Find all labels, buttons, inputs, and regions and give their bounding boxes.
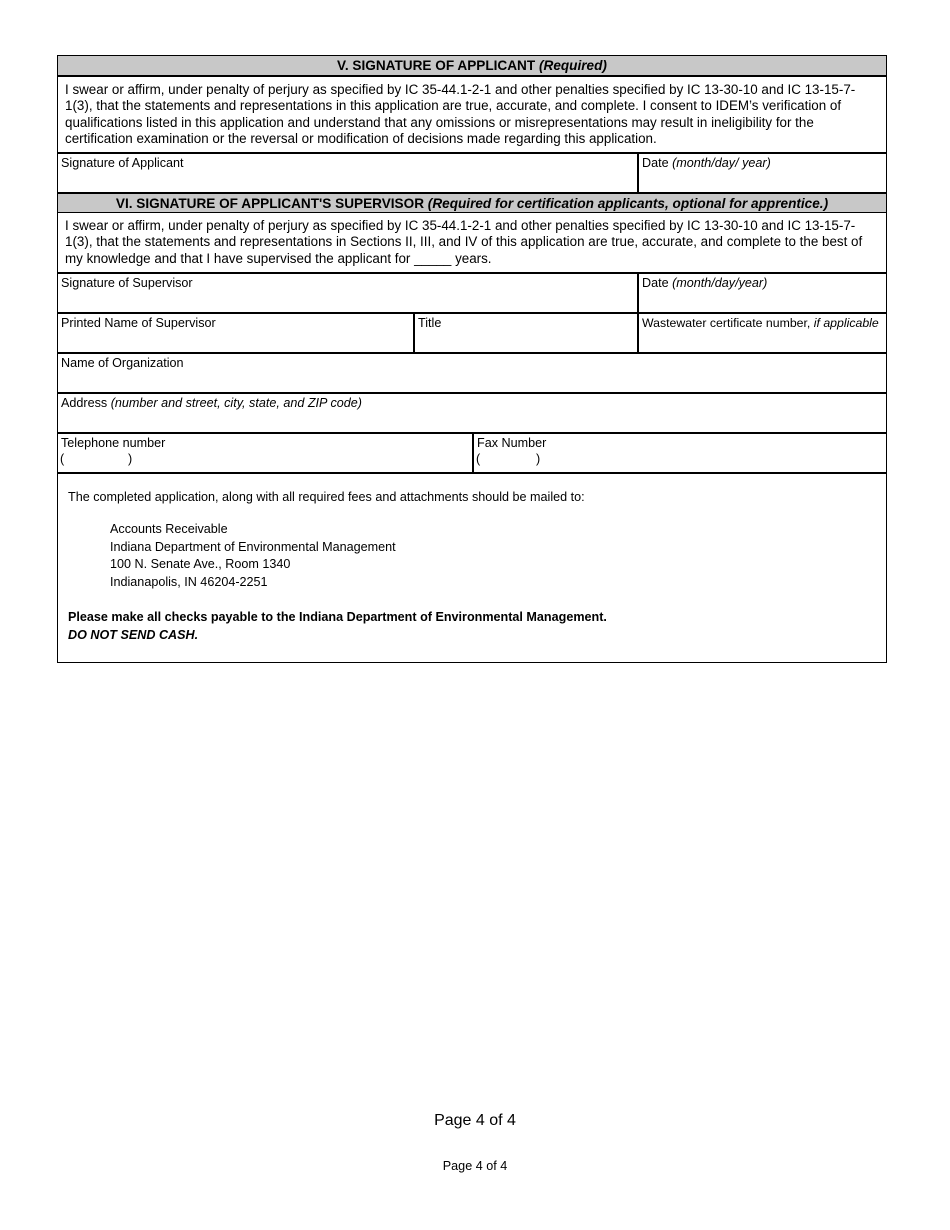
- organization-row: [58, 354, 886, 394]
- printed-name-label: Printed Name of Supervisor: [61, 316, 216, 331]
- page-number-small: Page 4 of 4: [442, 1159, 508, 1173]
- supervisor-date-field[interactable]: [637, 274, 886, 312]
- application-form: [57, 55, 887, 663]
- fax-area-code: [476, 452, 541, 467]
- section-6-header: [58, 194, 886, 213]
- section-6-statement: I swear or affirm, under penalty of perjury as specified by IC 35-44.1-2-1 and other penalties specified by IC 13-30-10 and IC 13-15-7-1(3), that the statements and representations in Sections II, III, and IV of this application are true, accurate, and complete to the best of my knowledge and that I have supervised the applicant for _____ years.: [58, 213, 886, 274]
- section-5-title-note: (Required): [538, 58, 607, 73]
- telephone-field[interactable]: [58, 434, 472, 472]
- section-6-title-note: (Required for certification applicants, optional for apprentice.): [427, 196, 829, 212]
- organization-label: Name of Organization: [61, 356, 184, 371]
- mailing-address: [110, 521, 876, 591]
- mailing-intro: The completed application, along with all required fees and attachments should be mailed to:: [68, 490, 585, 505]
- fax-paren-open: (: [476, 452, 481, 467]
- applicant-date-label: Date: [642, 156, 669, 171]
- section-6-title: VI. SIGNATURE OF APPLICANT'S SUPERVISOR: [115, 196, 425, 212]
- applicant-date-format: (month/day/ year): [672, 156, 771, 171]
- mailing-address-line: 100 N. Senate Ave., Room 1340: [110, 557, 291, 572]
- mailing-instructions: [58, 474, 886, 662]
- supervisor-signature-row: [58, 274, 886, 314]
- certificate-number-field[interactable]: [637, 314, 886, 352]
- applicant-date-field[interactable]: [637, 154, 886, 192]
- supervisor-signature-label: Signature of Supervisor: [61, 276, 193, 291]
- section-5-title: V. SIGNATURE OF APPLICANT: [337, 58, 536, 73]
- page-number-large: Page 4 of 4: [434, 1112, 516, 1129]
- certificate-number-label: Wastewater certificate number,: [642, 316, 811, 331]
- mailing-address-line: Indianapolis, IN 46204-2251: [110, 574, 268, 589]
- title-field[interactable]: [413, 314, 637, 352]
- address-note: (number and street, city, state, and ZIP code): [110, 396, 362, 411]
- supervisor-name-row: [58, 314, 886, 354]
- organization-field[interactable]: [58, 354, 886, 392]
- telephone-area-code: [60, 452, 133, 467]
- applicant-signature-row: [58, 154, 886, 194]
- applicant-signature-label: Signature of Applicant: [61, 156, 184, 171]
- supervisor-date-format: (month/day/year): [672, 276, 768, 291]
- address-row: [58, 394, 886, 434]
- phone-row: [58, 434, 886, 474]
- mailing-address-line: Indiana Department of Environmental Management: [110, 539, 396, 554]
- supervisor-signature-field[interactable]: [58, 274, 637, 312]
- section-5-header: [58, 56, 886, 77]
- address-label: Address: [61, 396, 108, 411]
- telephone-paren-open: (: [60, 452, 65, 467]
- fax-label: Fax Number: [477, 436, 547, 451]
- checks-payable-note: Please make all checks payable to the Indiana Department of Environmental Management.: [68, 610, 607, 625]
- fax-field[interactable]: [472, 434, 886, 472]
- mailing-address-line: Accounts Receivable: [110, 522, 228, 537]
- no-cash-note: DO NOT SEND CASH.: [68, 627, 199, 642]
- section-5-statement: I swear or affirm, under penalty of perjury as specified by IC 35-44.1-2-1 and other penalties specified by IC 13-30-10 and IC 13-15-7-1(3), that the statements and representations in this application are true, accurate, and complete. I consent to IDEM’s verification of qualifications listed in this application and understand that any omissions or misrepresentations may result in ineligibility for the certification examination or the reversal or modification of decisions made regarding this application.: [58, 77, 886, 154]
- fax-paren-close: ): [536, 452, 541, 467]
- address-field[interactable]: [58, 394, 886, 432]
- certificate-number-note: if applicable: [813, 316, 879, 331]
- telephone-paren-close: ): [128, 452, 133, 467]
- applicant-signature-field[interactable]: [58, 154, 637, 192]
- supervisor-date-label: Date: [642, 276, 669, 291]
- telephone-label: Telephone number: [61, 436, 166, 451]
- title-label: Title: [418, 316, 442, 331]
- printed-name-field[interactable]: [58, 314, 413, 352]
